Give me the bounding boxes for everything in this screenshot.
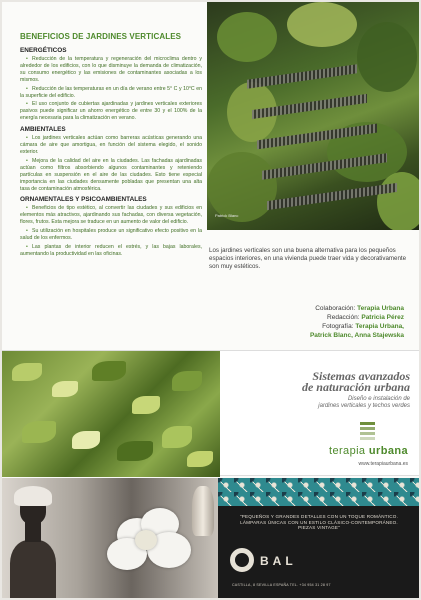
brand-url[interactable]: www.terapiaurbana.es [358,461,408,467]
section-heading: ENERGÉTICOS [20,47,67,54]
credit-line: Colaboración: Terapia Urbana [315,305,404,312]
credit-line: Patrick Blanc, Anna Stajewska [309,332,404,339]
article-credits [234,304,404,340]
credit-line: Fotografía: Terapia Urbana, [322,323,404,330]
obal-o-icon [230,548,254,572]
list-item: • Su utilización en hospitales produce un significativo efecto positivo en la salud de los enfermos. [20,228,202,242]
ad-terapia-urbana [2,350,419,476]
list-item: • Reducción de las temperaturas en un día de verano entre 5° C y 10°C en la superficie del edificio. [20,85,202,99]
ad-obal [2,478,419,598]
ad-headline: Sistemas avanzados de naturación urbana [301,369,410,394]
obal-logo [230,548,350,576]
section-ambientales [20,126,202,192]
ad-decor-photo [2,478,218,598]
ad-subheadline: Diseño e instalación de jardines verticales y techos verdes [318,396,410,409]
list-item: • Reducción de la temperatura y regeneración del microclima dentro y alrededor de los edificios, con lo que disminuye la demanda de climatización, su consumo energético y las emisiones de contaminantes asociadas a los mismos. [20,56,202,83]
photo-caption: Los jardines verticales son una buena alternativa para los pequeños espacios interiores, en una vivienda puede traer vida y decorativamente son muy estéticos. [209,247,407,270]
ad-garden-photo [2,351,220,477]
obal-address: CASTILLA, 8 SEVILLA ESPAÑA TEL. +34 954 31 28 97 [232,583,331,587]
list-item: • Beneficios de tipo estético, al convertir las ciudades y sus edificios en elementos más atractivos, ajardinando sus fachadas, con diversa vegetación, flores, frutos. Esta mejora se traduce en un aumento de valor del edificio. [20,205,202,226]
tile-pattern [218,478,419,506]
white-flower [107,508,197,578]
obal-tagline: "PEQUEÑOS Y GRANDES DETALLES CON UN TOQUE ROMÁNTICO. LÁMPARAS ÚNICAS CON UN ESTILO CLÁSICO-CONTEMPORÁNEO. PIEZAS VINTAGE" [239,514,399,531]
vertical-garden-photo [207,2,419,230]
section-heading: AMBIENTALES [20,126,66,134]
article-text-column [20,32,202,260]
article [2,2,419,377]
credit-line: Redacción: Patricia Pérez [327,314,404,321]
photo-credit: Patrick Blanc [215,213,239,218]
magazine-page [2,2,419,598]
terapia-logo-icon [360,422,375,441]
brand-name: terapia urbana [329,445,408,457]
vase [192,486,214,536]
list-item: • Los jardines verticales actúan como barreras acústicas generando una cámara de aire que amortigua, en función del sistema elegido, el sonido exterior. [20,135,202,155]
list-item: • Las plantas de interior reducen el estrés, y las bajas laborales, aumentando la productividad en las oficinas. [20,243,202,257]
list-item: • Mejora de la calidad del aire en la ciudades. Las fachadas ajardinadas actúan como filtros absorbiendo algunos contaminantes y reteniendo partículas en suspensión en el aire de las ciudades. Esto tiene especial importancia en las ciudades densamente pobladas que presentan una alta tasa de contaminación atmosférica. [20,157,202,192]
bust-figure [10,486,56,598]
article-title: BENEFICIOS DE JARDINES VERTICALES [20,32,182,41]
section-heading: ORNAMENTALES Y PSICOAMBIENTALES [20,196,147,204]
obal-panel [218,478,419,598]
section-energeticos [20,47,202,122]
list-item: • El uso conjunto de cubiertas ajardinadas y jardines verticales exteriores pasivos puede significar un ahorro energético de entre 30 y el 100% de la energía necesaria para la climatización en verano. [20,101,202,122]
obal-logo-text: BAL [260,554,297,568]
section-ornamentales [20,196,202,257]
